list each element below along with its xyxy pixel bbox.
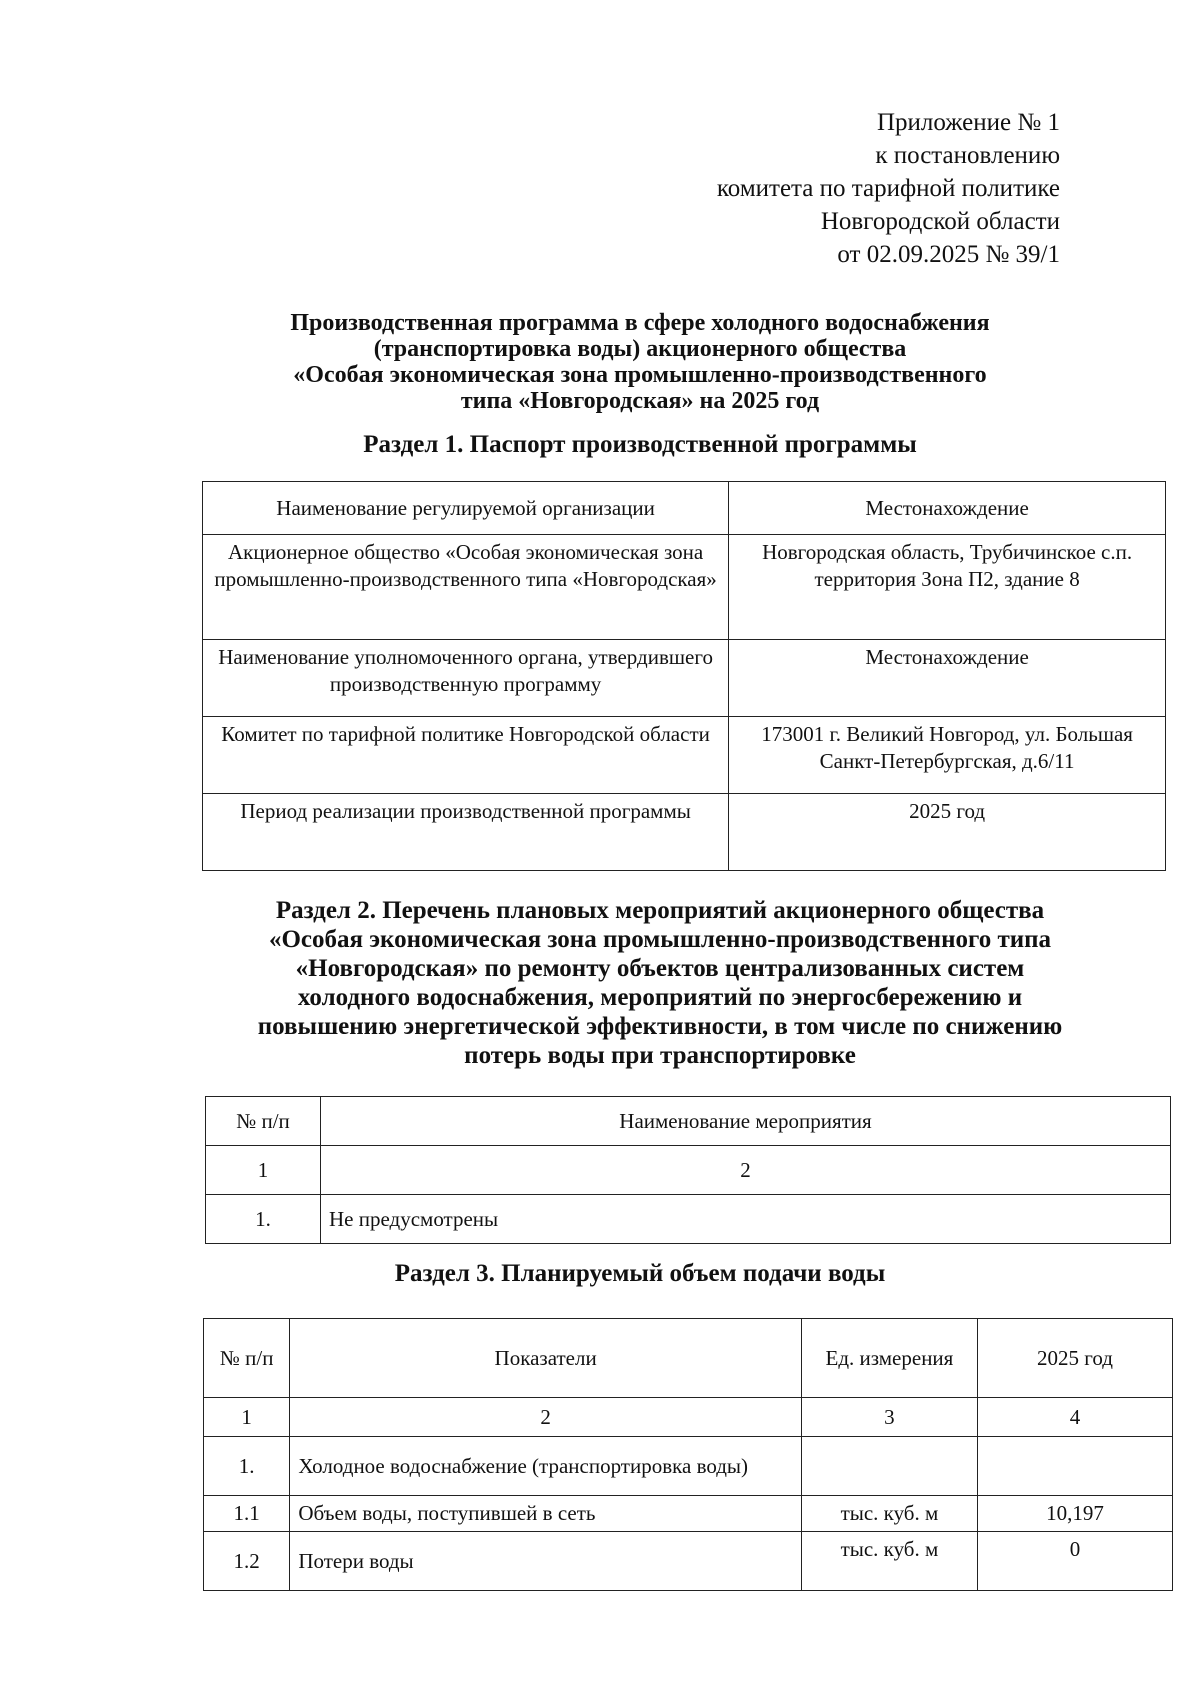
col-index: 2	[290, 1398, 802, 1437]
col-indicator-header: Показатели	[290, 1319, 802, 1398]
row-value: 0	[977, 1532, 1172, 1591]
col-name-header: Наименование мероприятия	[321, 1097, 1171, 1146]
table-row	[204, 1319, 1173, 1398]
row-value	[977, 1437, 1172, 1496]
table-row	[203, 717, 1166, 794]
table-row	[203, 640, 1166, 717]
annex-committee: комитета по тарифной политике	[716, 175, 1060, 202]
row-indicator: Потери воды	[290, 1532, 802, 1591]
title-line: «Особая экономическая зона промышленно-производственного	[293, 362, 987, 388]
col-unit-header: Ед. измерения	[801, 1319, 977, 1398]
annex-ref: к постановлению	[875, 142, 1060, 169]
table-row	[204, 1532, 1173, 1591]
col-index: 4	[977, 1398, 1172, 1437]
authority-location-header: Местонахождение	[729, 640, 1166, 717]
title-line: холодного водоснабжения, мероприятий по энергосбережению и	[297, 984, 1023, 1011]
col-num-header: № п/п	[204, 1319, 290, 1398]
water-volume-table	[203, 1318, 1173, 1591]
row-name: Не предусмотрены	[321, 1195, 1171, 1244]
authority-name: Комитет по тарифной политике Новгородской области	[203, 717, 729, 794]
col-num-header: № п/п	[206, 1097, 321, 1146]
period-value: 2025 год	[729, 794, 1166, 871]
row-num: 1.	[206, 1195, 321, 1244]
row-unit: тыс. куб. м	[801, 1496, 977, 1532]
annex-header	[717, 106, 1060, 271]
title-line: типа «Новгородская» на 2025 год	[460, 388, 820, 414]
period-label: Период реализации производственной программы	[203, 794, 729, 871]
table-row	[203, 794, 1166, 871]
passport-table	[202, 481, 1166, 871]
org-location: Новгородская область, Трубичинское с.п. территория Зона П2, здание 8	[729, 535, 1166, 640]
title-line: (транспортировка воды) акционерного общества	[373, 336, 907, 362]
org-name: Акционерное общество «Особая экономическая зона промышленно-производственного типа «Новгородская»	[203, 535, 729, 640]
row-num: 1.	[204, 1437, 290, 1496]
title-line: потерь воды при транспортировке	[464, 1042, 856, 1069]
title-line: Раздел 2. Перечень плановых мероприятий акционерного общества	[275, 897, 1045, 924]
row-value: 10,197	[977, 1496, 1172, 1532]
table-row	[204, 1437, 1173, 1496]
table-row	[204, 1398, 1173, 1437]
table-row	[203, 482, 1166, 535]
table-row	[206, 1097, 1171, 1146]
col-index: 3	[801, 1398, 977, 1437]
col-index: 1	[204, 1398, 290, 1437]
title-line: Производственная программа в сфере холодного водоснабжения	[290, 310, 990, 336]
table-row	[204, 1496, 1173, 1532]
section3-title: Раздел 3. Планируемый объем подачи воды	[394, 1260, 886, 1287]
row-unit	[801, 1437, 977, 1496]
measures-table	[205, 1096, 1171, 1244]
header-org: Наименование регулируемой организации	[203, 482, 729, 535]
annex-region: Новгородской области	[820, 208, 1060, 235]
row-indicator: Объем воды, поступившей в сеть	[290, 1496, 802, 1532]
table-row	[206, 1195, 1171, 1244]
row-num: 1.2	[204, 1532, 290, 1591]
title-line: повышению энергетической эффективности, в том числе по снижению	[257, 1013, 1063, 1040]
authority-location: 173001 г. Великий Новгород, ул. Большая Санкт-Петербургская, д.6/11	[729, 717, 1166, 794]
col-index: 1	[206, 1146, 321, 1195]
col-year-header: 2025 год	[977, 1319, 1172, 1398]
annex-date: от 02.09.2025 № 39/1	[837, 241, 1060, 268]
header-location: Местонахождение	[729, 482, 1166, 535]
document-title	[190, 310, 1090, 414]
title-line: «Особая экономическая зона промышленно-производственного типа	[268, 926, 1052, 953]
section1-title: Раздел 1. Паспорт производственной программы	[363, 431, 917, 458]
table-row	[203, 535, 1166, 640]
annex-number: Приложение № 1	[876, 109, 1060, 136]
title-line: «Новгородская» по ремонту объектов централизованных систем	[295, 955, 1025, 982]
row-unit: тыс. куб. м	[801, 1532, 977, 1591]
section2-title	[190, 896, 1130, 1070]
row-indicator: Холодное водоснабжение (транспортировка воды)	[290, 1437, 802, 1496]
authority-header: Наименование уполномоченного органа, утвердившего производственную программу	[203, 640, 729, 717]
col-index: 2	[321, 1146, 1171, 1195]
table-row	[206, 1146, 1171, 1195]
row-num: 1.1	[204, 1496, 290, 1532]
